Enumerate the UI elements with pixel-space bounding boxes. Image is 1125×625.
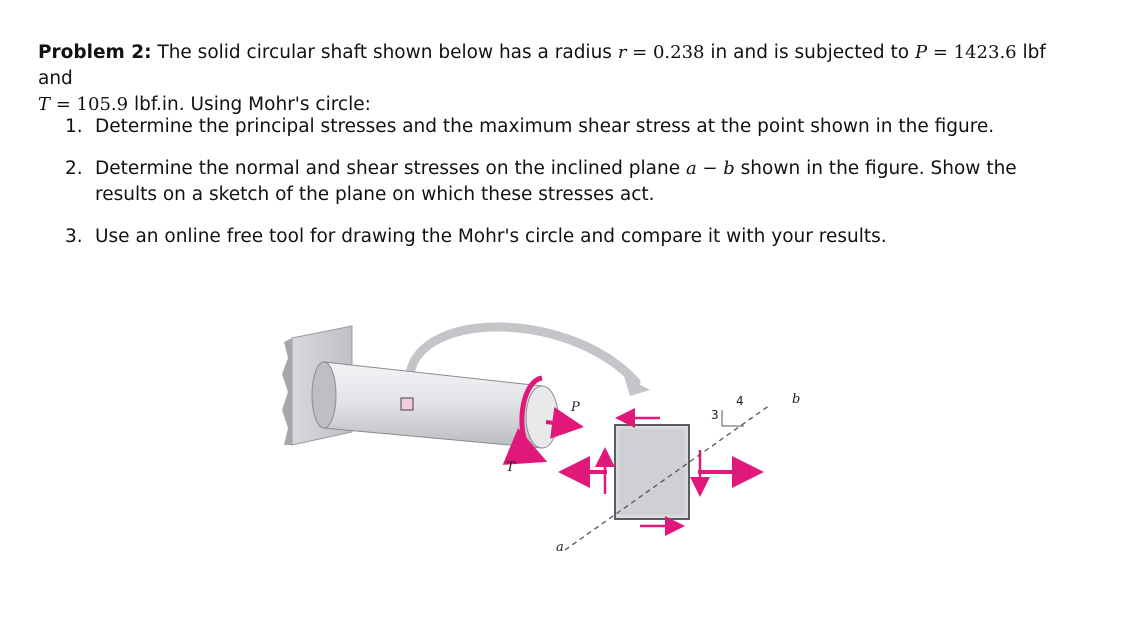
curved-pointer-arrow bbox=[410, 327, 636, 382]
point-element-marker bbox=[401, 398, 413, 410]
label-T: T bbox=[506, 460, 515, 475]
task-item-1 bbox=[55, 114, 1065, 140]
task-number: 3. bbox=[65, 226, 83, 247]
slope-rise-label: 3 bbox=[711, 408, 719, 422]
torque-value: = 105.9 bbox=[50, 94, 129, 115]
problem-intro-c: lbf and bbox=[38, 42, 1046, 89]
task-text-a: Determine the normal and shear stresses on the inclined plane bbox=[95, 158, 686, 179]
torque-symbol: T bbox=[38, 94, 51, 115]
task-text: Use an online free tool for drawing the Mohr's circle and compare it with your results. bbox=[95, 226, 887, 247]
task-item-3 bbox=[55, 224, 1065, 250]
problem-intro-d: lbf.in. Using Mohr's circle: bbox=[128, 94, 371, 115]
problem-intro-a: The solid circular shaft shown below has a radius bbox=[151, 42, 618, 63]
shaft-figure bbox=[270, 300, 830, 590]
problem-intro-b: in and is subjected to bbox=[704, 42, 915, 63]
radius-value: = 0.238 bbox=[626, 42, 705, 63]
task-list bbox=[55, 114, 1065, 266]
plane-b-symbol: b bbox=[723, 158, 735, 179]
problem-statement bbox=[38, 40, 1078, 118]
plane-a-symbol: a bbox=[685, 158, 697, 179]
slope-run-label: 4 bbox=[736, 394, 744, 408]
task-text: Determine the principal stresses and the maximum shear stress at the point shown in the figure. bbox=[95, 116, 995, 137]
stress-element bbox=[615, 425, 689, 519]
label-P: P bbox=[571, 400, 580, 415]
task-number: 1. bbox=[65, 116, 83, 137]
load-value: = 1423.6 bbox=[927, 42, 1017, 63]
plane-dash: − bbox=[696, 158, 724, 179]
load-symbol: P bbox=[914, 42, 928, 63]
task-item-2 bbox=[55, 156, 1065, 208]
task-number: 2. bbox=[65, 158, 83, 179]
task-text-b: shown in the figure. Show the results on a sketch of the plane on which these stresses act. bbox=[95, 158, 1017, 205]
label-a: a bbox=[556, 540, 564, 555]
slope-triangle bbox=[722, 410, 744, 426]
radius-symbol: r bbox=[617, 42, 627, 63]
problem-heading: Problem 2: bbox=[38, 42, 152, 63]
label-b: b bbox=[792, 392, 801, 407]
shaft-diagram bbox=[270, 300, 830, 590]
